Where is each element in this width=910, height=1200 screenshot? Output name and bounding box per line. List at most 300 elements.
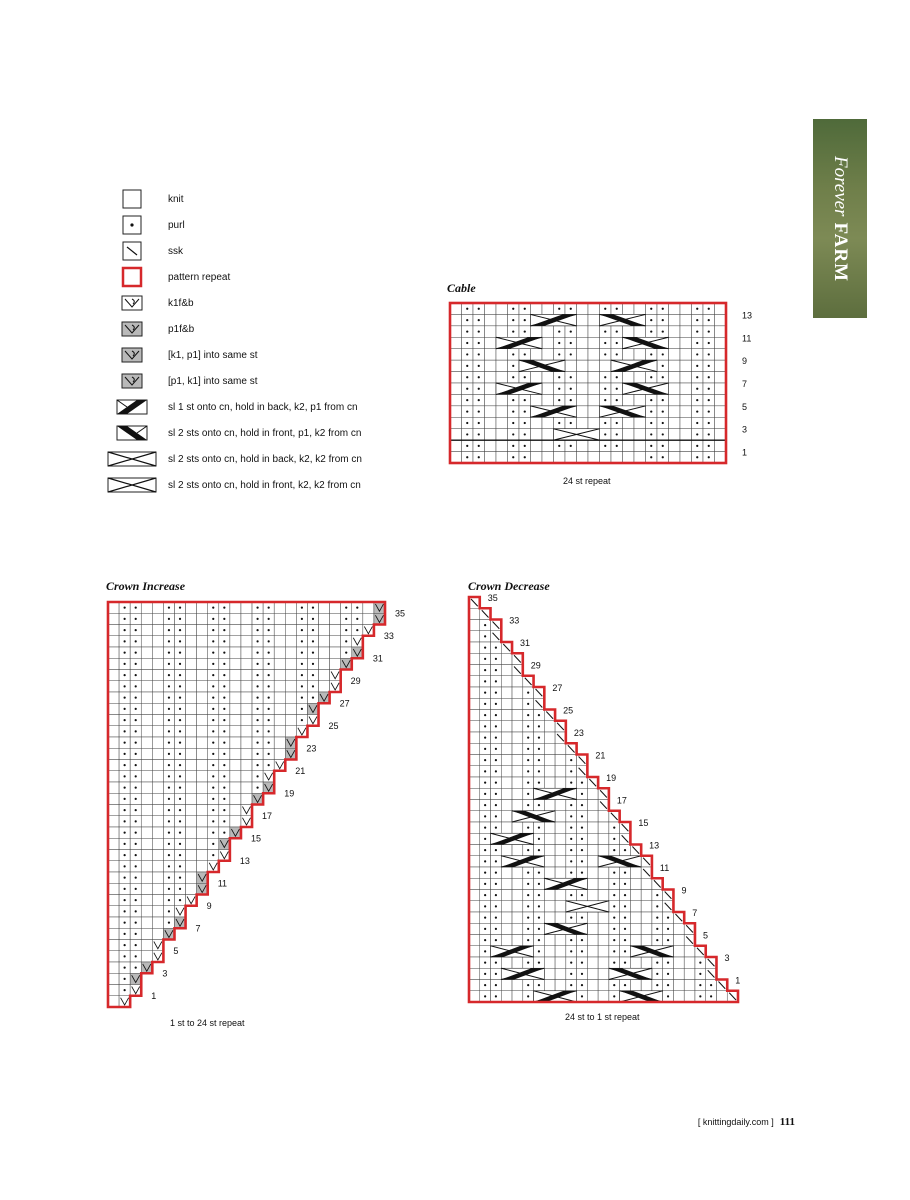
chart-cell <box>241 715 252 726</box>
purl-dot <box>135 674 137 676</box>
purl-symbol <box>100 214 164 236</box>
purl-dot <box>570 770 572 772</box>
purl-dot <box>466 330 468 332</box>
chart-cell <box>285 636 296 647</box>
chart-cell <box>141 827 152 838</box>
chart-cell <box>186 670 197 681</box>
purl-dot <box>256 742 258 744</box>
purl-dot <box>124 820 126 822</box>
purl-dot <box>168 629 170 631</box>
chart-cell <box>197 692 208 703</box>
crown-decrease-chart <box>460 590 780 1010</box>
purl-dot <box>495 737 497 739</box>
purl-dot <box>570 759 572 761</box>
chart-cell <box>469 923 480 934</box>
chart-cell <box>485 440 497 451</box>
chart-cell <box>577 452 589 463</box>
legend-label: p1f&b <box>168 323 195 335</box>
purl-dot <box>656 928 658 930</box>
chart-cell <box>669 303 681 314</box>
chart-cell <box>197 613 208 624</box>
purl-dot <box>527 883 529 885</box>
purl-dot <box>484 950 486 952</box>
purl-dot <box>570 445 572 447</box>
chart-cell <box>544 957 555 968</box>
chart-cell <box>152 793 163 804</box>
chart-cell <box>450 452 462 463</box>
purl-dot <box>495 692 497 694</box>
chart-cell <box>555 743 566 754</box>
chart-cell <box>680 406 692 417</box>
purl-dot <box>168 809 170 811</box>
purl-dot <box>538 838 540 840</box>
chart-cell <box>108 827 119 838</box>
chart-cell <box>715 326 727 337</box>
chart-cell <box>469 935 480 946</box>
purl-dot <box>478 445 480 447</box>
purl-dot <box>179 652 181 654</box>
purl-dot <box>650 433 652 435</box>
purl-dot <box>524 433 526 435</box>
purl-dot <box>581 973 583 975</box>
chart-cell <box>684 968 695 979</box>
purl-dot <box>484 939 486 941</box>
purl-dot <box>538 804 540 806</box>
purl-dot <box>223 663 225 665</box>
chart-cell <box>542 349 554 360</box>
chart-cell <box>512 923 523 934</box>
purl-dot <box>696 422 698 424</box>
purl-dot <box>268 753 270 755</box>
purl-dot <box>478 399 480 401</box>
chart-cell <box>598 912 609 923</box>
purl-dot <box>656 917 658 919</box>
purl-dot <box>301 652 303 654</box>
chart-cell <box>598 946 609 957</box>
chart-cell <box>319 681 330 692</box>
chart-cell <box>680 440 692 451</box>
chart-cell <box>565 360 577 371</box>
chart-cell <box>577 440 589 451</box>
purl-dot <box>616 433 618 435</box>
purl-dot <box>570 872 572 874</box>
chart-cell <box>152 748 163 759</box>
purl-dot <box>708 319 710 321</box>
purl-dot <box>168 910 170 912</box>
chart-cell <box>197 670 208 681</box>
chart-cell <box>469 631 480 642</box>
chart-cell <box>501 901 512 912</box>
purl-dot <box>179 618 181 620</box>
purl-dot <box>212 753 214 755</box>
chart-cell <box>450 326 462 337</box>
purl-dot <box>538 894 540 896</box>
chart-cell <box>630 878 641 889</box>
chart-cell <box>501 878 512 889</box>
legend-row <box>100 188 184 210</box>
chart-cell <box>241 602 252 613</box>
row-number: 27 <box>552 683 563 693</box>
chart-cell <box>141 872 152 883</box>
purl-dot <box>301 674 303 676</box>
purl-dot <box>124 910 126 912</box>
chart-cell <box>512 777 523 788</box>
purl-dot <box>650 308 652 310</box>
purl-dot <box>656 973 658 975</box>
purl-dot <box>613 950 615 952</box>
chart-cell <box>108 636 119 647</box>
legend-label: [k1, p1] into same st <box>168 349 258 361</box>
chart-cell <box>141 681 152 692</box>
chart-cell <box>108 726 119 737</box>
chart-cell <box>108 703 119 714</box>
chart-cell <box>544 833 555 844</box>
row-number: 1 <box>735 975 741 986</box>
row-number: 29 <box>530 660 541 671</box>
purl-dot <box>179 640 181 642</box>
purl-dot <box>495 669 497 671</box>
purl-dot <box>524 445 526 447</box>
tab-caps-text: FARM <box>830 221 851 282</box>
chart-cell <box>598 935 609 946</box>
purl-dot <box>662 399 664 401</box>
purl-dot <box>484 658 486 660</box>
purl-dot <box>484 894 486 896</box>
chart-cell <box>186 726 197 737</box>
chart-cell <box>319 602 330 613</box>
chart-cell <box>319 625 330 636</box>
chart-cell <box>684 980 695 991</box>
purl-dot <box>484 849 486 851</box>
chart-cell <box>274 613 285 624</box>
chart-cell <box>680 314 692 325</box>
purl-dot <box>124 933 126 935</box>
chart-cell <box>469 642 480 653</box>
chart-cell <box>285 647 296 658</box>
chart-cell <box>152 625 163 636</box>
row-number: 23 <box>573 728 584 738</box>
chart-cell <box>469 800 480 811</box>
chart-cell <box>469 777 480 788</box>
chart-cell <box>141 861 152 872</box>
forever-farm-section-tab <box>813 119 867 318</box>
purl-dot <box>495 973 497 975</box>
chart-cell <box>600 452 612 463</box>
chart-cell <box>230 748 241 759</box>
chart-cell <box>588 383 600 394</box>
chart-cell <box>641 957 652 968</box>
chart-cell <box>186 748 197 759</box>
purl-dot <box>558 445 560 447</box>
chart-cell <box>680 360 692 371</box>
purl-dot <box>512 319 514 321</box>
chart-cell <box>230 703 241 714</box>
chart-cell <box>108 861 119 872</box>
row-number: 11 <box>659 863 670 873</box>
cable-cross <box>501 856 544 867</box>
chart-cell <box>230 647 241 658</box>
chart-cell <box>152 737 163 748</box>
chart-cell <box>108 906 119 917</box>
purl-dot <box>570 838 572 840</box>
purl-dot <box>699 984 701 986</box>
chart-cell <box>141 647 152 658</box>
purl-dot <box>495 647 497 649</box>
purl-dot <box>179 730 181 732</box>
chart-cell <box>108 872 119 883</box>
purl-dot <box>708 365 710 367</box>
chart-cell <box>587 800 598 811</box>
chart-cell <box>108 895 119 906</box>
chart-cell <box>598 867 609 878</box>
purl-dot <box>168 730 170 732</box>
purl-dot <box>301 607 303 609</box>
chart-cell <box>587 968 598 979</box>
chart-cell <box>588 394 600 405</box>
purl-dot <box>135 775 137 777</box>
chart-cell <box>531 452 543 463</box>
chart-cell <box>598 980 609 991</box>
chart-cell <box>623 429 635 440</box>
purl-dot <box>495 714 497 716</box>
chart-cell <box>186 715 197 726</box>
purl-dot <box>484 928 486 930</box>
purl-dot <box>538 962 540 964</box>
chart-cell <box>542 326 554 337</box>
purl-dot <box>135 888 137 890</box>
purl-dot <box>179 787 181 789</box>
purl-dot <box>581 815 583 817</box>
chart-cell <box>108 658 119 669</box>
chart-cell <box>512 755 523 766</box>
purl-dot <box>484 793 486 795</box>
purl-dot <box>268 708 270 710</box>
cable-cross <box>623 383 669 394</box>
purl-dot <box>538 827 540 829</box>
purl-dot <box>212 798 214 800</box>
purl-dot <box>268 652 270 654</box>
purl-dot <box>179 865 181 867</box>
chart-cell <box>108 715 119 726</box>
chart-cell <box>598 923 609 934</box>
purl-dot <box>135 708 137 710</box>
chart-cell <box>197 850 208 861</box>
purl-dot <box>124 697 126 699</box>
row-number: 23 <box>306 743 317 754</box>
purl-dot <box>135 787 137 789</box>
chart-cell <box>108 805 119 816</box>
chart-cell <box>680 372 692 383</box>
chart-cell <box>186 861 197 872</box>
purl-dot <box>662 422 664 424</box>
purl-dot <box>478 342 480 344</box>
chart-cell <box>680 429 692 440</box>
chart-cell <box>715 394 727 405</box>
purl-dot <box>268 629 270 631</box>
purl-dot <box>613 995 615 997</box>
purl-dot <box>656 962 658 964</box>
purl-dot <box>345 618 347 620</box>
purl-dot <box>478 365 480 367</box>
purl-dot <box>135 832 137 834</box>
chart-cell <box>485 383 497 394</box>
chart-cell <box>285 602 296 613</box>
chart-cell <box>555 867 566 878</box>
purl-dot <box>581 939 583 941</box>
purl-dot <box>495 894 497 896</box>
chart-cell <box>230 760 241 771</box>
purl-dot <box>212 652 214 654</box>
purl-dot <box>650 330 652 332</box>
cable-cross <box>623 337 669 348</box>
purl-dot <box>135 798 137 800</box>
chart-cell <box>450 440 462 451</box>
chart-cell <box>501 777 512 788</box>
purl-dot <box>256 787 258 789</box>
chart-cell <box>542 394 554 405</box>
chart-cell <box>230 692 241 703</box>
purl-dot <box>656 894 658 896</box>
chart-cell <box>469 845 480 856</box>
chart-cell <box>152 613 163 624</box>
chart-cell <box>141 838 152 849</box>
purl-dot <box>538 714 540 716</box>
cable-cross <box>519 360 565 371</box>
purl-dot <box>212 640 214 642</box>
purl-dot <box>558 399 560 401</box>
chart-cell <box>108 625 119 636</box>
chart-cell <box>108 883 119 894</box>
chart-cell <box>544 755 555 766</box>
purl-dot <box>212 843 214 845</box>
chart-cell <box>230 658 241 669</box>
purl-dot <box>710 984 712 986</box>
cable-cross <box>600 314 646 325</box>
purl-dot <box>124 618 126 620</box>
chart-cell <box>108 681 119 692</box>
chart-cell <box>152 872 163 883</box>
purl-dot <box>484 962 486 964</box>
purl-dot <box>212 719 214 721</box>
chart-cell <box>501 676 512 687</box>
purl-dot <box>613 838 615 840</box>
row-number: 25 <box>328 720 339 731</box>
chart-cell <box>186 771 197 782</box>
chart-cell <box>542 440 554 451</box>
chart-cell <box>496 440 508 451</box>
purl-dot <box>558 422 560 424</box>
purl-dot <box>179 719 181 721</box>
chart-cell <box>544 946 555 957</box>
purl-dot <box>484 815 486 817</box>
purl-dot <box>301 640 303 642</box>
chart-cell <box>230 670 241 681</box>
purl-dot <box>570 388 572 390</box>
purl-dot <box>223 652 225 654</box>
purl-dot <box>613 849 615 851</box>
chart-cell <box>152 636 163 647</box>
purl-dot <box>135 877 137 879</box>
purl-dot <box>650 410 652 412</box>
row-number: 19 <box>284 788 295 799</box>
chart-cell <box>469 856 480 867</box>
purl-dot <box>581 804 583 806</box>
chart-cell <box>450 360 462 371</box>
chart-cell <box>669 394 681 405</box>
purl-dot <box>570 815 572 817</box>
purl-dot <box>570 894 572 896</box>
chart-cell <box>186 625 197 636</box>
purl-dot <box>527 804 529 806</box>
purl-dot <box>570 860 572 862</box>
chart-cell <box>496 349 508 360</box>
purl-dot <box>667 995 669 997</box>
purl-dot <box>135 955 137 957</box>
purl-dot <box>696 365 698 367</box>
chart-cell <box>512 800 523 811</box>
purl-dot <box>268 764 270 766</box>
purl-dot <box>268 719 270 721</box>
chart-cell <box>285 658 296 669</box>
grid <box>469 597 741 1002</box>
purl-dot <box>527 984 529 986</box>
purl-dot <box>124 888 126 890</box>
purl-dot <box>124 663 126 665</box>
chart-cell <box>108 985 119 996</box>
purl-dot <box>168 922 170 924</box>
purl-dot <box>613 962 615 964</box>
chart-cell <box>469 687 480 698</box>
chart-cell <box>669 326 681 337</box>
purl-dot <box>495 962 497 964</box>
purl-dot <box>124 764 126 766</box>
purl-dot <box>484 714 486 716</box>
chart-cell <box>715 440 727 451</box>
purl-dot <box>696 319 698 321</box>
chart-cell <box>469 946 480 957</box>
purl-dot <box>696 456 698 458</box>
chart-cell <box>141 658 152 669</box>
chart-cell <box>230 681 241 692</box>
chart-cell <box>230 613 241 624</box>
purl-dot <box>484 692 486 694</box>
chart-cell <box>634 417 646 428</box>
chart-cell <box>496 314 508 325</box>
chart-cell <box>469 890 480 901</box>
chart-cell <box>469 766 480 777</box>
chart-cell <box>544 743 555 754</box>
purl-dot <box>527 827 529 829</box>
chart-cell <box>485 326 497 337</box>
purl-dot <box>495 793 497 795</box>
purl-dot <box>613 872 615 874</box>
chart-cell <box>542 383 554 394</box>
chart-cell <box>634 372 646 383</box>
purl-dot <box>613 984 615 986</box>
purl-dot <box>524 456 526 458</box>
purl-dot <box>223 719 225 721</box>
purl-dot <box>696 376 698 378</box>
purl-dot <box>179 607 181 609</box>
chart-cell <box>141 737 152 748</box>
purl-dot <box>650 353 652 355</box>
purl-dot <box>223 775 225 777</box>
purl-dot <box>527 962 529 964</box>
chart-cell <box>469 867 480 878</box>
chart-cell <box>186 805 197 816</box>
chart-cell <box>634 452 646 463</box>
purl-dot <box>135 697 137 699</box>
